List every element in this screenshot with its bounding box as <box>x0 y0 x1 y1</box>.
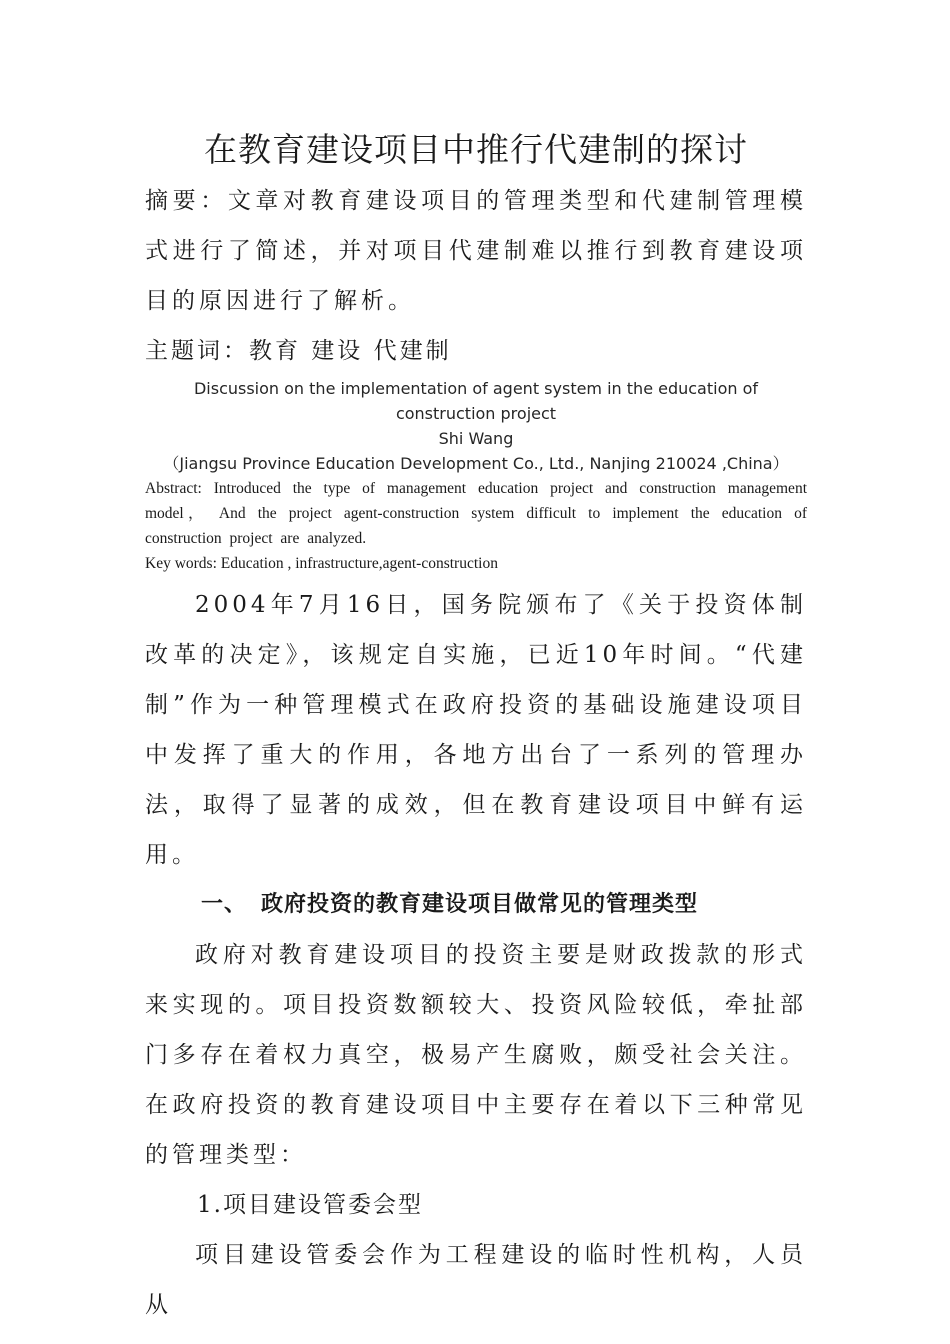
english-keywords: Key words: Education , infrastructure,agent-construction <box>145 555 498 572</box>
document-body <box>145 124 807 1330</box>
english-title-line-1: Discussion on the implementation of agent system in the education of <box>193 379 759 398</box>
english-title-line-2: construction project <box>395 404 557 423</box>
author-name: Shi Wang <box>438 429 514 448</box>
section-title: 政府投资的教育建设项目做常见的管理类型 <box>261 892 699 917</box>
author-affiliation: （Jiangsu Province Education Development Co., Ltd., Nanjing 210024 ,China） <box>163 454 789 473</box>
subsection-heading: 1.项目建设管委会型 <box>197 1192 423 1218</box>
chinese-abstract: 摘要：文章对教育建设项目的管理类型和代建制管理模式进行了简述，并对项目代建制难以推行到教育建设项目的原因进行了解析。 <box>145 188 807 314</box>
section-number: 一、 <box>201 892 248 917</box>
subsection-paragraph: 项目建设管委会作为工程建设的临时性机构，人员从 <box>145 1242 807 1318</box>
chinese-keywords: 主题词：教育 建设 代建制 <box>145 338 452 364</box>
section-heading <box>145 880 807 930</box>
intro-paragraph: 2004年7月16日，国务院颁布了《关于投资体制改革的决定》，该规定自实施，已近10年时间。“代建制”作为一种管理模式在政府投资的基础设施建设项目中发挥了重大的作用，各地方出台了一系列的管理办法，取得了显著的成效，但在教育建设项目中鲜有运用。 <box>145 592 807 868</box>
document-title: 在教育建设项目中推行代建制的探讨 <box>204 130 748 169</box>
section-paragraph: 政府对教育建设项目的投资主要是财政拨款的形式来实现的。项目投资数额较大、投资风险较低，牵扯部门多存在着权力真空，极易产生腐败，颇受社会关注。在政府投资的教育建设项目中主要存在着以下三种常见的管理类型： <box>145 942 807 1168</box>
english-abstract: Abstract: Introduced the type of management education project and construction management model， And the project agent-construction system difficult to implement the education of construction project are analyzed. <box>145 480 807 547</box>
